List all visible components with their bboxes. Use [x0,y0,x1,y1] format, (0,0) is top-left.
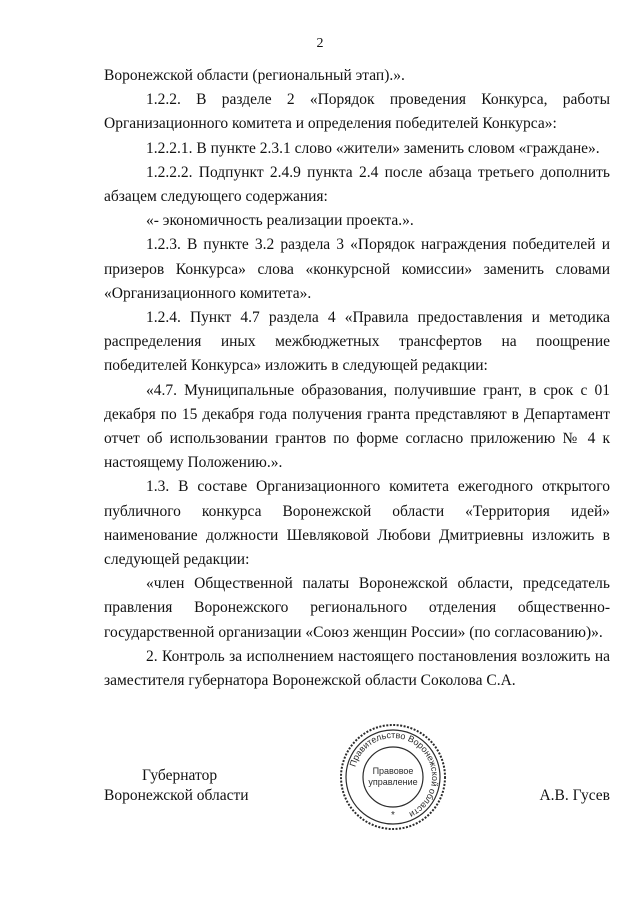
page-number: 2 [316,36,324,51]
signatory-region: Воронежской области [104,787,249,804]
signatory-title: Губернатор [142,767,218,784]
document-body [104,64,610,693]
stamp-star-icon: * [391,810,395,821]
stamp-center-line-2: управление [368,777,418,787]
paragraph-1-2-2-2: 1.2.2.2. Подпункт 2.4.9 пункта 2.4 после абзаца третьего дополнить абзацем следующего содержания: [104,163,610,206]
paragraph-1-2-2: 1.2.2. В разделе 2 «Порядок проведения Конкурса, работы Организационного комитета и определения победителей Конкурса»: [104,91,610,133]
stamp-ring-text: Правительство Воронежской области [347,729,441,820]
paragraph-quote-economy: «- экономичность реализации проекта.». [146,212,414,230]
official-stamp [338,722,448,832]
paragraph-1-2-4: 1.2.4. Пункт 4.7 раздела 4 «Правила предоставления и методика распределения иных межбюджетных трансфертов на поощрение победителей Конкурса» изложить в следующей редакции: [104,309,610,375]
signatory-position [104,766,249,806]
stamp-center-line-1: Правовое [372,766,414,776]
paragraph-1-3: 1.3. В составе Организационного комитета ежегодного открытого публичного конкурса Воронежской области «Территория идей» наименование должности Шевляковой Любови Дмитриевны изложить в следующей редакции: [104,478,610,569]
paragraph-1-2-2-1: 1.2.2.1. В пункте 2.3.1 слово «жители» заменить словом «граждане». [146,139,600,157]
paragraph-quote-4-7: «4.7. Муниципальные образования, получившие грант, в срок с 01 декабря по 15 декабря года получения гранта представляют в Департамент отчет об использовании грантов по форме согласно приложению № 4 к настоящему Положению.». [104,381,610,472]
signatory-name: А.В. Гусев [539,787,610,804]
paragraph-2-control: 2. Контроль за исполнением настоящего постановления возложить на заместителя губернатора Воронежской области Соколова С.А. [104,647,610,690]
paragraph-quote-member: «член Общественной палаты Воронежской области, председатель правления Воронежского регионального отделения общественно-государственной организации «Союз женщин России» (по согласованию)». [104,575,610,641]
paragraph-1-2-3: 1.2.3. В пункте 3.2 раздела 3 «Порядок награждения победителей и призеров Конкурса» слова «конкурсной комиссии» заменить словами «Организационного комитета». [104,236,610,302]
paragraph-continuation: Воронежской области (региональный этап).». [104,67,405,84]
